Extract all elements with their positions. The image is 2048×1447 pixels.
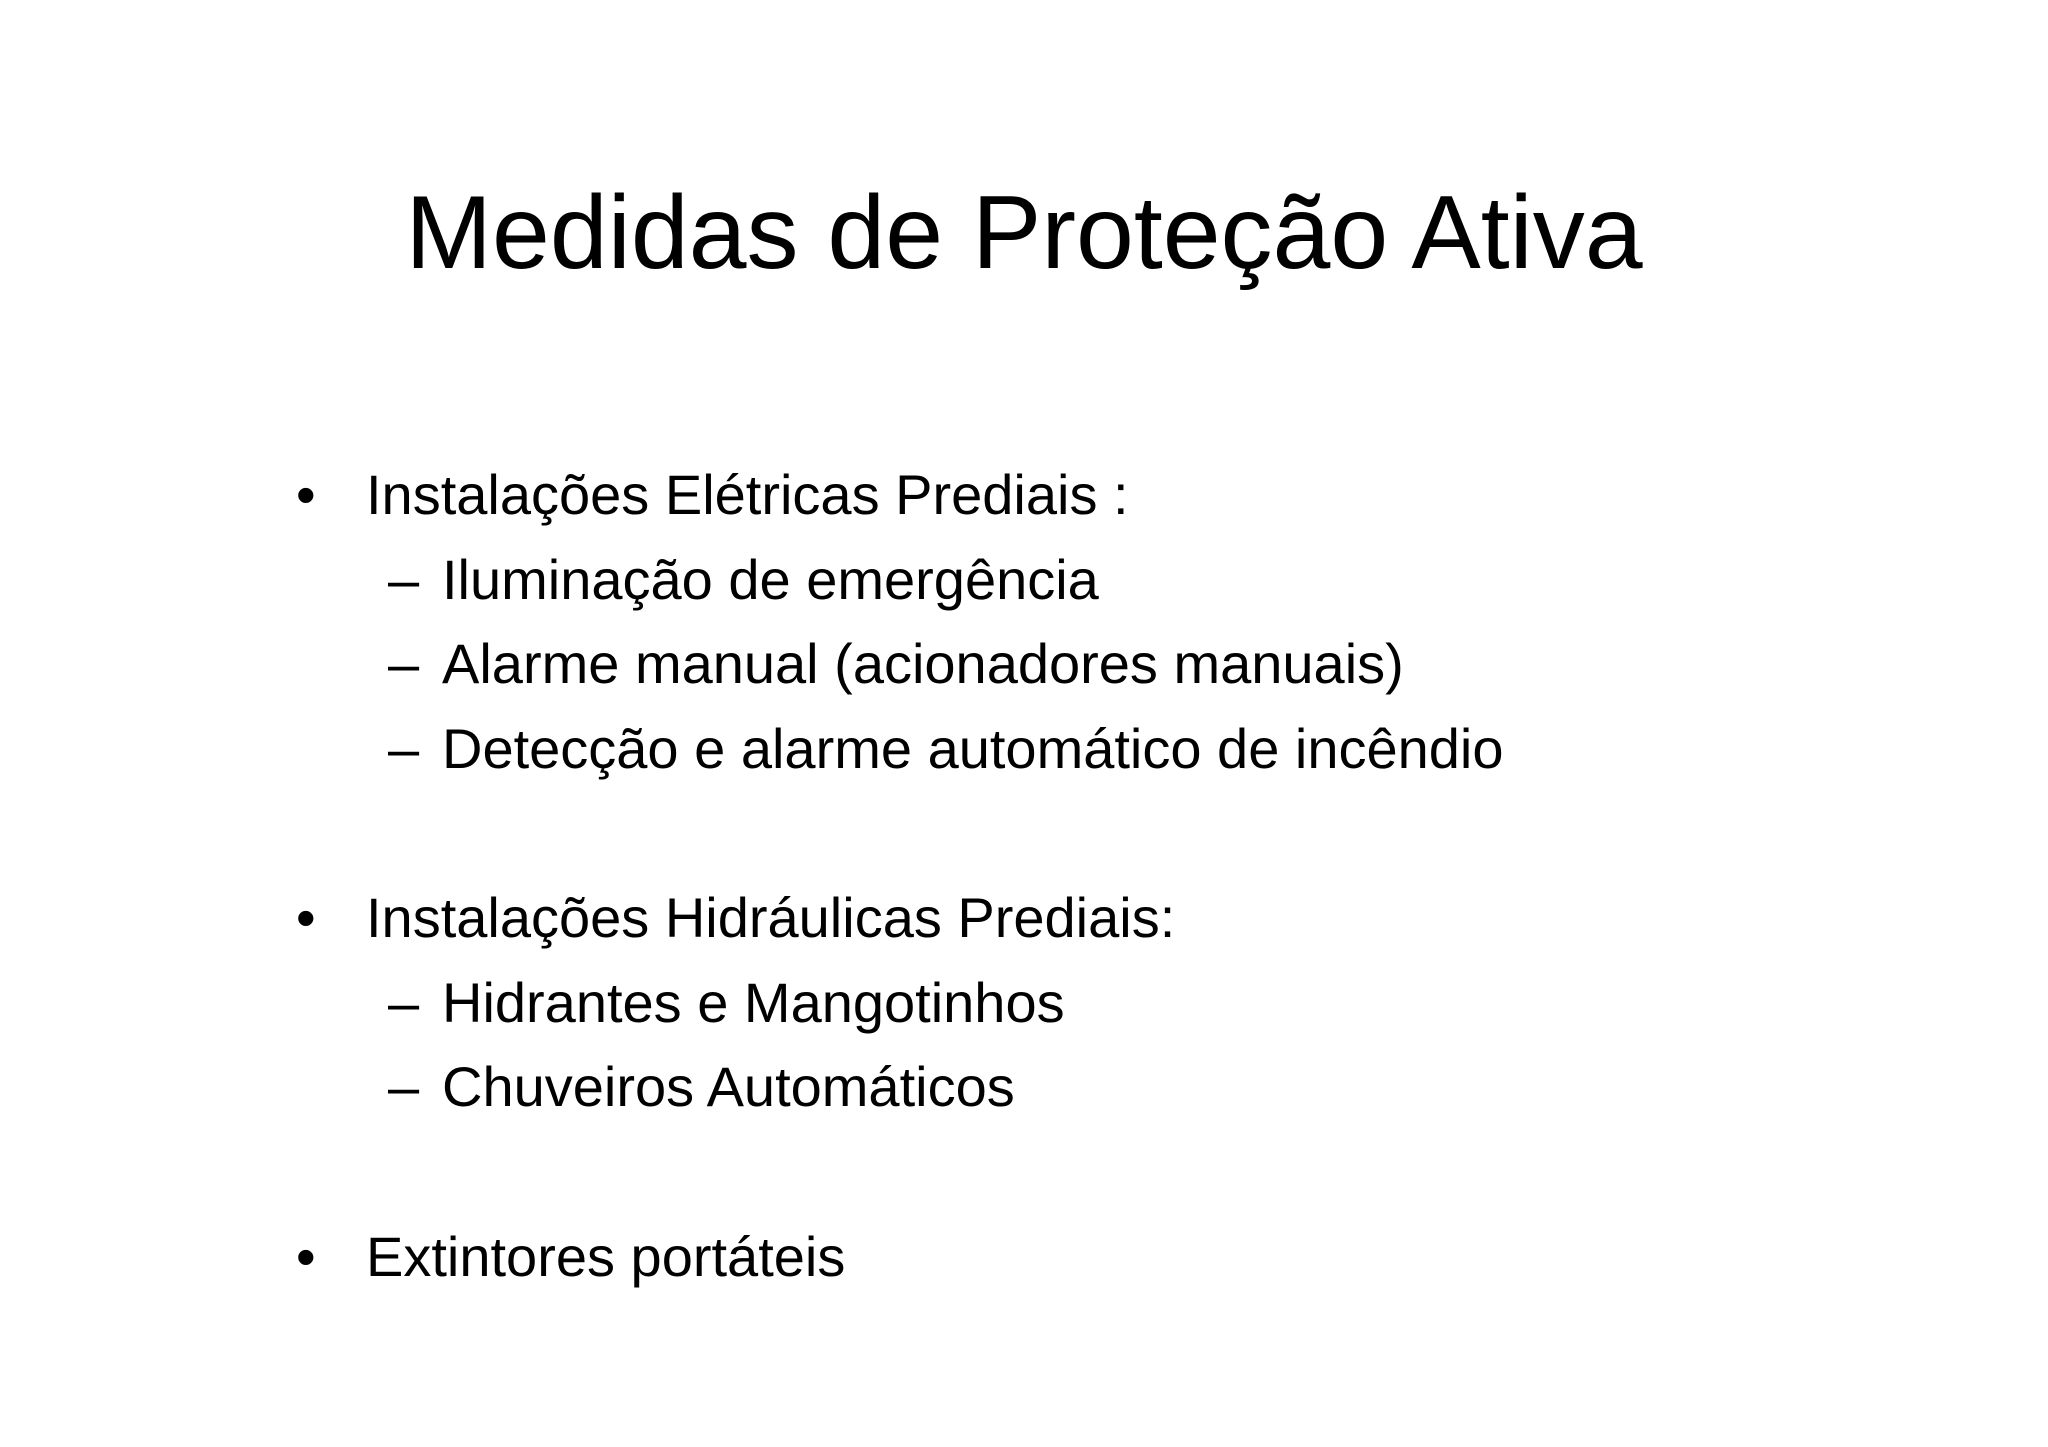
bullet-item-eletricas: Instalações Elétricas Prediais : [366, 463, 1129, 526]
bullet-item-hidraulicas: Instalações Hidráulicas Prediais: [366, 886, 1176, 949]
bullet-icon: • [296, 463, 316, 526]
sub-item-alarme-manual: Alarme manual (acionadores manuais) [442, 632, 1404, 695]
bullet-icon: • [296, 1225, 316, 1288]
bullet-item-extintores: Extintores portáteis [366, 1225, 846, 1288]
dash-icon: – [388, 971, 420, 1034]
bullet-icon: • [296, 886, 316, 949]
sub-item-chuveiros: Chuveiros Automáticos [442, 1055, 1015, 1118]
sub-item-deteccao: Detecção e alarme automático de incêndio [442, 717, 1504, 780]
dash-icon: – [388, 717, 420, 780]
dash-icon: – [388, 632, 420, 695]
dash-icon: – [388, 548, 420, 611]
dash-icon: – [388, 1055, 420, 1118]
sub-item-iluminacao: Iluminação de emergência [442, 548, 1099, 611]
sub-item-hidrantes: Hidrantes e Mangotinhos [442, 971, 1065, 1034]
slide-title: Medidas de Proteção Ativa [405, 175, 1643, 291]
